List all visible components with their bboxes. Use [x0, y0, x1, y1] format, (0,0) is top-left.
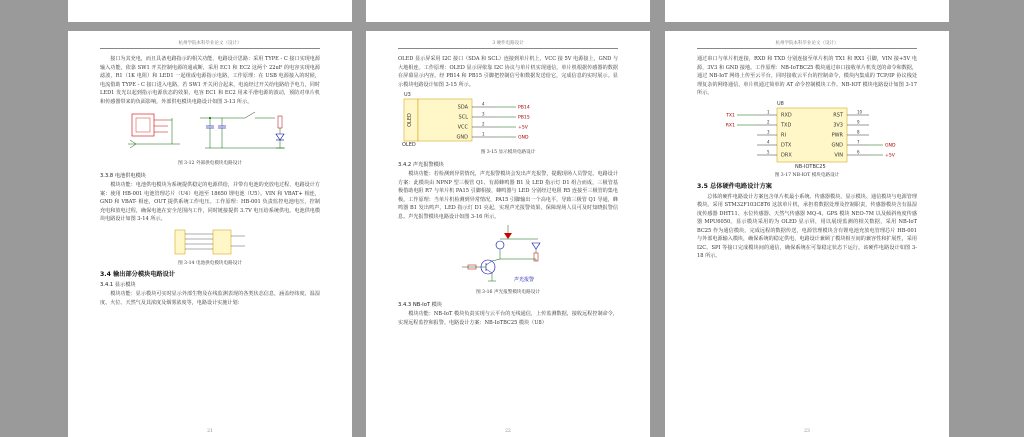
- oled-pin-number: 4: [482, 101, 485, 107]
- figure-battery-circuit: [165, 226, 255, 258]
- figure-caption: 图 3-15 显示模块电路设计: [480, 150, 536, 155]
- nb-left-pin-label: DRX: [781, 152, 792, 158]
- nb-left-pin-number: 1: [767, 109, 770, 114]
- nb-left-pin-label: RXD: [781, 112, 792, 118]
- oled-net-label: PB15: [518, 115, 530, 121]
- paragraph: 模块功能：若检测到异常情况，声光报警模块会发出声光报警，提醒现场人员警觉。电路设计方案：此模块由 NPNP 型三极管 Q1、有源蜂鸣器 B1 及 LED 指示灯 D1 组合而成，三极管基极借助电阻 R7 与单片机 PA15 引脚相接，蜂鸣器与 LED 分别经过电阻 R5 连接至三极管的集电极。工作原理：当单片机检测到异常情况，PA15 引脚输出一个高电平，导致三极管 Q1 导通，蜂鸣器 B1 发出鸣声，LED 指示灯 D1 亮起，实现声光报警效果，保障现场人员可及时知晓报警信息。声光报警模块电路设计如图 3-16 所示。: [398, 171, 618, 220]
- nb-left-pin-label: DTX: [781, 142, 792, 148]
- u3-label: U3: [404, 92, 411, 98]
- figure-caption: 图 3-16 声光报警模块电路设计: [476, 290, 540, 295]
- prev-page-strip-1: [68, 0, 352, 22]
- oled-net-label: +5V: [518, 125, 528, 131]
- prev-page-strip-2: [366, 0, 650, 22]
- oled-pin-label: SDA: [457, 104, 468, 111]
- alarm-label: 声光报警: [514, 277, 535, 283]
- nb-right-pin-label: RST: [833, 112, 843, 118]
- paragraph: 模块功能：电池供电模块为系统提供稳定的电源供给，并带有电池的充放电过程，电路设计方案：使用 HB-001 电池管理芯片（U4）电池至 18650 锂电池（U5）。VIN 和 VBAT+ 相连，GND 和 VBAT- 相连，OUT 提供系统工作电压。工作原理：HB-001 负责监控电池电压，控制充电和放电过程，确保电池在安全范围内工作，同时链接提供 3.7V 电压给系统供电。电池供电模块电路设计如图 3-14 所示。: [100, 182, 320, 222]
- paragraph: OLED 显示屏采用 I2C 接口（SDA 和 SCL）连接到单片机上，VCC 接 5V 电源接上，GND 与大地相连。工作原理：OLED 显示屏依靠 I2C 协议与单片机实现通信，单片机根据传感器的数据在屏幕显示内容。经 PB14 和 PB15 引脚把控制信号和数据发送给它，完成信息的实时展示。显示模块电路设计如图 3-15 所示。: [398, 56, 618, 88]
- figure-external-power-circuit: [110, 108, 310, 158]
- page-23: [665, 31, 949, 437]
- oled-net-label: PB14: [518, 105, 530, 111]
- running-header: 杭州学院本科毕业论文（设计）: [178, 41, 242, 46]
- paragraph: 通过串口与单片机连接，RXD 和 TXD 分别连接至单片机的 TX1 和 RX1 引脚，VIN 接+5V 电源，3V3 和 GND 接地。工作原理：NB-IoTBC25 模块通过串口接收单片机发送的命令和数据，通过 NB-IoT 网络上传至云平台，同时接收云平台的控制命令，模块内集成的 TCP/IP 协议栈处理复杂的网络通信，单片机通过简单的 AT 命令控制模块工作。NB-IOT 模块电路设计如图 3-17 所示。: [697, 56, 917, 96]
- nb-right-pin-label: GND: [831, 142, 843, 148]
- nb-left-pin-label: RI: [781, 132, 786, 138]
- oled-pin-label: GND: [456, 134, 468, 141]
- section-heading: 3.4.2 声光报警模块: [398, 161, 444, 168]
- page-21: [68, 31, 352, 437]
- nb-left-pin-number: 4: [767, 139, 770, 144]
- figure-caption: 图 3-17 NB-IOT 模块电路设计: [774, 172, 840, 178]
- oled-pin-number: 1: [482, 131, 485, 137]
- section-heading: 3.4 输出部分模块电路设计: [100, 271, 175, 278]
- paragraph: 模块功能：NB-IoT 模块负责实现与云平台的无线通信，上传监测数据，接收远程控制命令，实现远程监控和报警。电路设计方案：NB-IoTBC25 模块（U8）: [398, 311, 618, 326]
- nb-left-pin-label: TXD: [781, 122, 792, 128]
- paragraph: 总体的硬件电路设计方案包含单片机最小系统、传感器模块、显示模块、通信模块与电源管理模块。采用 STM32F103C8T6 这款单片机，承担着数据处理及控制职责，传感器模块含有温湿度传感器 DHT11、水位传感器、天然气传感器 MQ-4、GPS 模块 NEO-7M 以及倾斜角度传感器 MPU6050。显示模块采用的为 OLED 显示屏，用以展现监测的相关数据，采用 NB-IoT BC25 作为通信模块，完成远程的数据传送，电源管理模块含有锂电池充放电管理芯片 HB-001 与外部电源输入模块，确保系统的稳定供电，电路设计兼顾了模块相互间的兼容性和扩展性，采用 I2C、SPI 等接口完成模块间的通信，确保系统在可靠稳定状态下运行。该硬件电路设计如图 3-18 所示。: [697, 193, 917, 259]
- prev-page-strip-3: [665, 0, 949, 22]
- page-number: 23: [804, 429, 810, 434]
- nb-left-pin-number: 5: [767, 149, 770, 154]
- nb-right-pin-number: 10: [857, 109, 863, 114]
- figure-oled-circuit: [398, 91, 618, 147]
- section-heading: 3.4.3 NB-IoT 模块: [398, 301, 443, 308]
- page-number: 22: [505, 429, 511, 434]
- oled-pin-number: 3: [482, 111, 485, 117]
- oled-pin-label: VCC: [457, 124, 468, 131]
- u8-label: U8: [777, 100, 784, 107]
- oled-net-label: GND: [518, 135, 529, 141]
- section-heading: 3.4.1 显示模块: [100, 281, 136, 288]
- nb-right-pin-number: 9: [857, 119, 860, 124]
- oled-pin-label: SCL: [458, 114, 468, 121]
- nb-right-net-label: +5V: [885, 153, 895, 158]
- nb-right-pin-number: 6: [857, 149, 860, 154]
- oled-bottom-label: OLED: [402, 142, 416, 147]
- nb-left-pin-number: 2: [767, 119, 770, 124]
- section-heading: 3.3.8 电池供电模块: [100, 172, 146, 179]
- paragraph: 接口为其充电，而且具备电路指示的相关功能，电路设计思路：采用 TYPE - C 接口实现电源输入功能，依靠 SW1 开关控制电源的通或断，采用 EC1 和 EC2 这两个 22uF 的电容实现电源滤波，R1（1K 电阻）和 LED1 一起组成电源指示电路，工作原理：在 USB 电源接入的时候，电流借助 TYPE - C 接口进入电路，若 SW1 开关闭合起来，电流经过开关给电路给予电力，同时 LED1 发光以起到指示电源状态的效果，电容 EC1 和 EC2 用来平滑电源的波动，预防对单片机和传感器带来的负面影响。外部供电模块电路设计如图 3-13 所示。: [100, 56, 320, 105]
- nb-right-net-label: GND: [885, 143, 896, 148]
- nb-right-pin-number: 8: [857, 129, 860, 134]
- oled-pin-number: 2: [482, 121, 485, 127]
- paragraph: 模块功能：显示模块可实时显示外部生物及在线监测表现的各类状态信息，涵盖经纬度、温湿度、火位、天然气及其浓度及烟雾浓度等，电路设计实施计划：: [100, 291, 320, 306]
- figure-caption: 图 3-12 外部供电模块电路设计: [178, 161, 242, 166]
- figure-caption: 图 3-14 电池供电模块电路设计: [178, 260, 242, 266]
- page-number: 21: [207, 429, 213, 434]
- section-heading: 3.5 总体硬件电路设计方案: [697, 183, 772, 190]
- nb-right-pin-number: 7: [857, 139, 860, 144]
- nb-left-net-label: TX1: [726, 113, 735, 118]
- oled-vertical-label: OLED: [407, 113, 413, 127]
- page-22: [366, 31, 650, 437]
- running-header: 3 硬件电路设计: [492, 41, 524, 46]
- nb-left-pin-number: 3: [767, 129, 770, 134]
- figure-alarm-circuit: [448, 223, 568, 287]
- figure-nbiot-circuit: [697, 100, 917, 170]
- nb-left-net-label: RX1: [725, 123, 735, 128]
- nb-right-pin-label: PWR: [831, 132, 843, 138]
- nb-chip-label: NB-IOTBC25: [795, 163, 826, 170]
- nb-right-pin-label: VIN: [834, 152, 843, 158]
- nb-right-pin-label: 3V3: [833, 122, 843, 128]
- running-header: 杭州学院本科毕业论文（设计）: [775, 41, 839, 46]
